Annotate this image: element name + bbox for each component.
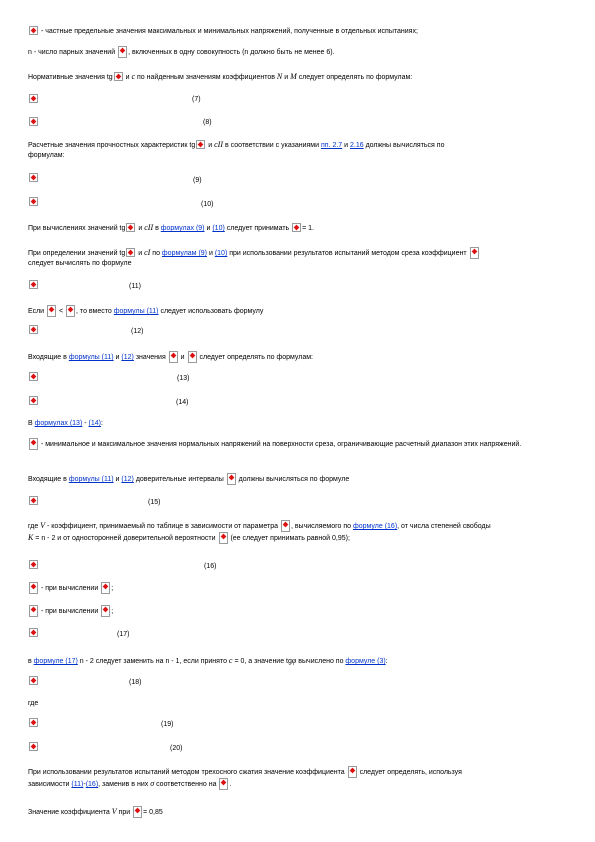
text: и (115, 476, 120, 483)
link-formula-12[interactable]: (12) (121, 476, 134, 483)
text: и (180, 354, 185, 361)
text: и (115, 354, 120, 361)
text: при (118, 809, 131, 816)
link-formula-11[interactable]: (11) (71, 781, 84, 788)
paragraph-normative-values (28, 72, 568, 83)
broken-image-icon (188, 351, 197, 363)
formula-number: (18) (129, 679, 142, 686)
text: где (28, 700, 39, 707)
text: При использовании результатов испытаний методом трехосного сжатия значение коэффициента (28, 769, 345, 776)
broken-image-icon (29, 718, 38, 727)
text: следует определять по формулам: (298, 74, 413, 81)
broken-image-icon (29, 372, 38, 381)
broken-image-icon (219, 532, 228, 544)
text: и (138, 225, 143, 232)
link-formula-12[interactable]: (12) (121, 354, 134, 361)
text: , то вместо (76, 308, 112, 315)
formula-number: (14) (176, 399, 189, 406)
broken-image-icon (29, 325, 38, 334)
formula-number: (15) (148, 499, 161, 506)
text: = n - 2 и от односторонней доверительной вероятности (35, 535, 216, 542)
broken-image-icon (29, 197, 38, 206)
broken-image-icon (29, 173, 38, 182)
broken-image-icon (101, 605, 110, 617)
formula-number: (16) (204, 563, 217, 570)
broken-image-icon (29, 280, 38, 289)
paragraph-shear-method (28, 247, 568, 269)
paragraph-design-values (28, 140, 568, 160)
text: = 0,85 (143, 809, 163, 816)
text: Расчетные значения прочностных характеристик tg (28, 142, 196, 149)
text: соответственно на (156, 781, 217, 788)
text: следует вычислять по формуле (28, 260, 132, 267)
link-formula-16[interactable]: формуле (16) (353, 523, 398, 530)
link-formula-13[interactable]: формулах (13) (34, 420, 83, 427)
text: Входящие в (28, 476, 67, 483)
paragraph-pair-count (28, 46, 568, 58)
paragraph-coefficient-v (28, 520, 568, 544)
var-c: c (131, 72, 136, 81)
link-formula-11[interactable]: формулы (11) (68, 354, 114, 361)
text: , заменив в них (98, 781, 149, 788)
broken-image-icon (29, 438, 38, 450)
paragraph-extreme-values (28, 26, 568, 37)
broken-image-icon (29, 94, 38, 103)
link-formula-11[interactable]: формулы (11) (68, 476, 114, 483)
broken-image-icon (29, 605, 38, 617)
broken-image-icon (47, 305, 56, 317)
text: = 0, а значение tg (234, 658, 292, 665)
paragraph-where (28, 699, 568, 709)
text: n - число парных значений (28, 49, 116, 56)
paragraph-included-values (28, 351, 568, 363)
text: доверительные интервалы (135, 476, 224, 483)
link-clause-2-7[interactable]: пп. 2.7 (320, 142, 343, 149)
broken-image-icon (29, 560, 38, 569)
broken-image-icon (29, 26, 38, 35)
var-c2: cII (214, 140, 223, 149)
formula-number: (8) (203, 119, 212, 126)
text: При определении значений tg (28, 250, 126, 257)
paragraph-triaxial: При использовании результатов испытаний методом трехосного сжатия значение коэффициента следует определять, используя зависимости (11)-(16), заменив в них σ соответственно на . (28, 766, 568, 790)
text: (ее следует принимать равной 0,95); (230, 535, 350, 542)
broken-image-icon (114, 72, 123, 81)
text: - минимальное и максимальное значения нормальных напряжений на поверхности среза, ограничивающие расчетный диапазон этих напряжений. (40, 441, 522, 448)
broken-image-icon (29, 496, 38, 505)
broken-image-icon (29, 676, 38, 685)
broken-image-icon (29, 117, 38, 126)
broken-image-icon (126, 223, 135, 232)
link-formula-3[interactable]: формуле (3) (345, 658, 386, 665)
text: по найденным значениям коэффициентов (137, 74, 275, 81)
paragraph-min-max (28, 438, 568, 450)
var-c2: cII (144, 223, 154, 232)
paragraph-calc-rule (28, 223, 568, 234)
text: , вычисляемого по (290, 523, 352, 530)
paragraph-if-condition (28, 305, 568, 317)
paragraph-coefficient-value (28, 806, 568, 818)
broken-image-icon (348, 766, 357, 778)
text: следует определять, используя (359, 769, 462, 776)
text: , от числа степеней свободы (397, 523, 491, 530)
broken-image-icon (66, 305, 75, 317)
link-clause-2-16[interactable]: 2.16 (350, 142, 364, 149)
broken-image-icon (196, 140, 205, 149)
text: в соответствии с указаниями (224, 142, 320, 149)
broken-image-icon (29, 396, 38, 405)
var-c: c (228, 656, 233, 665)
text: - (83, 781, 86, 788)
text: и (208, 142, 213, 149)
text: по (152, 250, 160, 257)
broken-image-icon (29, 628, 38, 637)
formula-number: (13) (177, 375, 190, 382)
formula-number: (12) (131, 328, 144, 335)
link-formula-10[interactable]: (10) (214, 250, 228, 257)
var-m: M (290, 72, 297, 81)
link-formula-17[interactable]: формуле (17) (33, 658, 78, 665)
text: следует принимать (226, 225, 290, 232)
broken-image-icon (29, 742, 38, 751)
text: Если (28, 308, 45, 315)
text: формулам: (28, 151, 65, 159)
text: где (28, 523, 39, 530)
var-n: N (276, 72, 283, 81)
text: значения (135, 354, 166, 361)
paragraph-when-calculating-1: - при вычислении ; (28, 582, 568, 594)
broken-image-icon (227, 473, 236, 485)
text: Нормативные значения tg (28, 74, 113, 81)
var-v: V (111, 807, 117, 816)
var-v: V (40, 521, 46, 530)
text: в (155, 225, 159, 232)
formula-number: (17) (117, 631, 130, 638)
formula-number: (7) (192, 96, 201, 103)
text: должны вычисляться по формуле (238, 476, 350, 483)
formula-number: (9) (193, 177, 202, 184)
broken-image-icon (219, 778, 228, 790)
text: зависимости (28, 781, 70, 788)
text: - при вычислении (40, 608, 99, 615)
broken-image-icon (133, 806, 142, 818)
text: и (344, 142, 349, 149)
text: и (125, 74, 130, 81)
paragraph-confidence-intervals (28, 473, 568, 485)
link-formula-16[interactable]: (16) (85, 781, 99, 788)
link-formula-14[interactable]: (14) (88, 420, 101, 427)
text: , включенных в одну совокупность (n должно быть не менее 6). (128, 49, 335, 56)
paragraph-in-formulas: В формулах (13) - (14): (28, 420, 103, 427)
var-phi: φ (291, 656, 297, 665)
broken-image-icon (470, 247, 479, 259)
formula-number: (10) (201, 201, 214, 208)
var-k: K (28, 533, 34, 542)
broken-image-icon (281, 520, 290, 532)
text: и (206, 225, 211, 232)
paragraph-when-calculating-2: - при вычислении ; (28, 605, 568, 617)
text: должны вычисляться по (365, 142, 445, 149)
var-c1: cI (144, 248, 151, 257)
broken-image-icon (118, 46, 127, 58)
broken-image-icon (29, 582, 38, 594)
link-formula-10[interactable]: (10) (212, 225, 225, 232)
text: n - 2 следует заменить на n - 1, если принято (79, 658, 227, 665)
text: и (284, 74, 289, 81)
text: = 1. (302, 225, 314, 232)
text: в (28, 658, 32, 665)
text: следует определять по формулам: (199, 354, 314, 361)
link-formula-9[interactable]: формулах (9) (160, 225, 205, 232)
broken-image-icon (126, 248, 135, 257)
text: и (138, 250, 143, 257)
broken-image-icon (292, 223, 301, 232)
text: В (28, 420, 33, 427)
text: - (84, 420, 87, 427)
broken-image-icon (101, 582, 110, 594)
text: - при вычислении (40, 585, 99, 592)
text: - частные предельные значения максимальных и минимальных напряжений, полученные в отдельных испытаниях; (40, 28, 418, 35)
text: - коэффициент, принимаемый по таблице в зависимости от параметра (47, 523, 278, 530)
text: Значение коэффициента (28, 809, 110, 816)
text: при использовании результатов испытаний методом среза коэффициент (229, 250, 467, 257)
text: < (59, 308, 64, 315)
var-sigma: σ (150, 779, 155, 788)
paragraph-replace-n: в формуле (17) n - 2 следует заменить на n - 1, если принято c = 0, а значение tgφ вычислено по формуле (3): (28, 656, 388, 665)
text: При вычислениях значений tg (28, 225, 126, 232)
formula-number: (19) (161, 721, 174, 728)
broken-image-icon (169, 351, 178, 363)
text: вычислено по (298, 658, 344, 665)
text: и (208, 250, 213, 257)
formula-number: (11) (129, 283, 141, 290)
text: следует использовать формулу (160, 308, 264, 315)
link-formula-11[interactable]: формулы (11) (113, 308, 159, 315)
link-formula-9[interactable]: формулам (9) (161, 250, 207, 257)
text: Входящие в (28, 354, 67, 361)
formula-number: (20) (170, 745, 183, 752)
